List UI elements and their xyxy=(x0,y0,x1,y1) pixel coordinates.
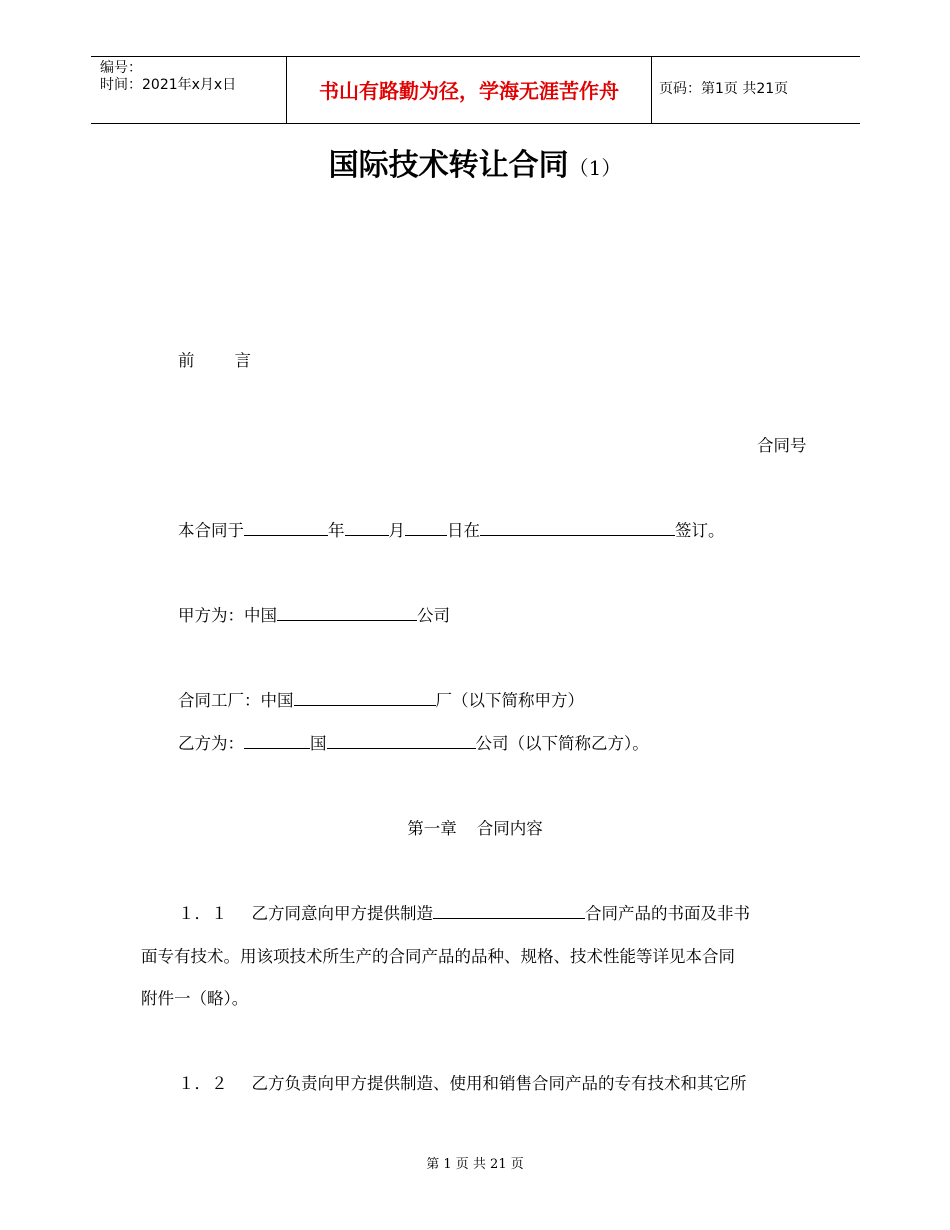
party-b-suffix: 公司（以下简称乙方）。 xyxy=(475,734,649,753)
factory-name-blank[interactable] xyxy=(294,689,436,706)
signing-text-4: 日在 xyxy=(447,521,480,540)
party-b-line xyxy=(178,732,649,756)
party-b-country-blank[interactable] xyxy=(244,732,310,749)
clause-1-1-line-1 xyxy=(178,902,750,926)
clause-1-1-text-b: 合同产品的书面及非书 xyxy=(585,904,750,923)
party-b-name-blank[interactable] xyxy=(327,732,476,749)
chapter-1-name: 合同内容 xyxy=(476,819,543,838)
clause-1-1-product-blank[interactable] xyxy=(433,902,585,919)
header-motto-cell xyxy=(286,57,652,123)
clause-1-2-number: １．２ xyxy=(178,1074,228,1093)
signing-text-5: 签订。 xyxy=(675,521,725,540)
title-text: 国际技术转让合同 xyxy=(328,148,569,183)
party-a-suffix: 公司 xyxy=(417,606,450,625)
signing-date-year-blank[interactable] xyxy=(244,519,328,536)
factory-prefix: 合同工厂：中国 xyxy=(178,691,294,710)
document-title xyxy=(0,146,950,188)
clause-1-1-number: １．１ xyxy=(178,904,228,923)
signing-line xyxy=(178,519,725,543)
page-footer: 第 1 页 共 21 页 xyxy=(426,1157,524,1172)
party-a-name-blank[interactable] xyxy=(277,604,417,621)
chapter-1-number: 第一章 xyxy=(407,819,457,838)
clause-1-2-text: 乙方负责向甲方提供制造、使用和销售合同产品的专有技术和其它所 xyxy=(251,1074,747,1093)
signing-text-3: 月 xyxy=(388,521,405,540)
clause-1-1-line-2: 面专有技术。用该项技术所生产的合同产品的品种、规格、技术性能等详见本合同 xyxy=(141,947,735,966)
header-page-cell xyxy=(650,57,860,123)
header-motto: 书山有路勤为径，学海无涯苦作舟 xyxy=(319,79,619,103)
chapter-1-heading xyxy=(0,817,950,841)
title-suffix: （1） xyxy=(568,156,622,180)
clause-1-1-text-a: 乙方同意向甲方提供制造 xyxy=(251,904,433,923)
document-number-label: 编号： xyxy=(100,60,142,76)
header-page-info: 页码：第1页 共21页 xyxy=(659,81,789,97)
party-b-mid: 国 xyxy=(310,734,327,753)
signing-day-blank[interactable] xyxy=(405,519,447,536)
party-a-prefix: 甲方为：中国 xyxy=(178,606,277,625)
preface-char-1: 前 xyxy=(178,351,195,370)
clause-1-2-line-1 xyxy=(178,1072,747,1096)
party-a-line xyxy=(178,604,450,628)
factory-line xyxy=(178,689,584,713)
preface-heading xyxy=(178,349,251,373)
signing-month-blank[interactable] xyxy=(345,519,389,536)
signing-text-1: 本合同于 xyxy=(178,521,244,540)
preface-char-2: 言 xyxy=(234,351,251,370)
party-b-prefix: 乙方为： xyxy=(178,734,244,753)
clause-1-1-line-3: 附件一（略）。 xyxy=(141,989,249,1008)
contract-number-label: 合同号 xyxy=(757,436,807,455)
signing-place-blank[interactable] xyxy=(480,519,675,536)
document-time-label: 时间：2021年x月x日 xyxy=(100,77,237,93)
header-meta-cell xyxy=(91,57,286,123)
factory-suffix: 厂（以下简称甲方） xyxy=(435,691,584,710)
signing-text-2: 年 xyxy=(328,521,345,540)
document-header xyxy=(91,56,860,124)
